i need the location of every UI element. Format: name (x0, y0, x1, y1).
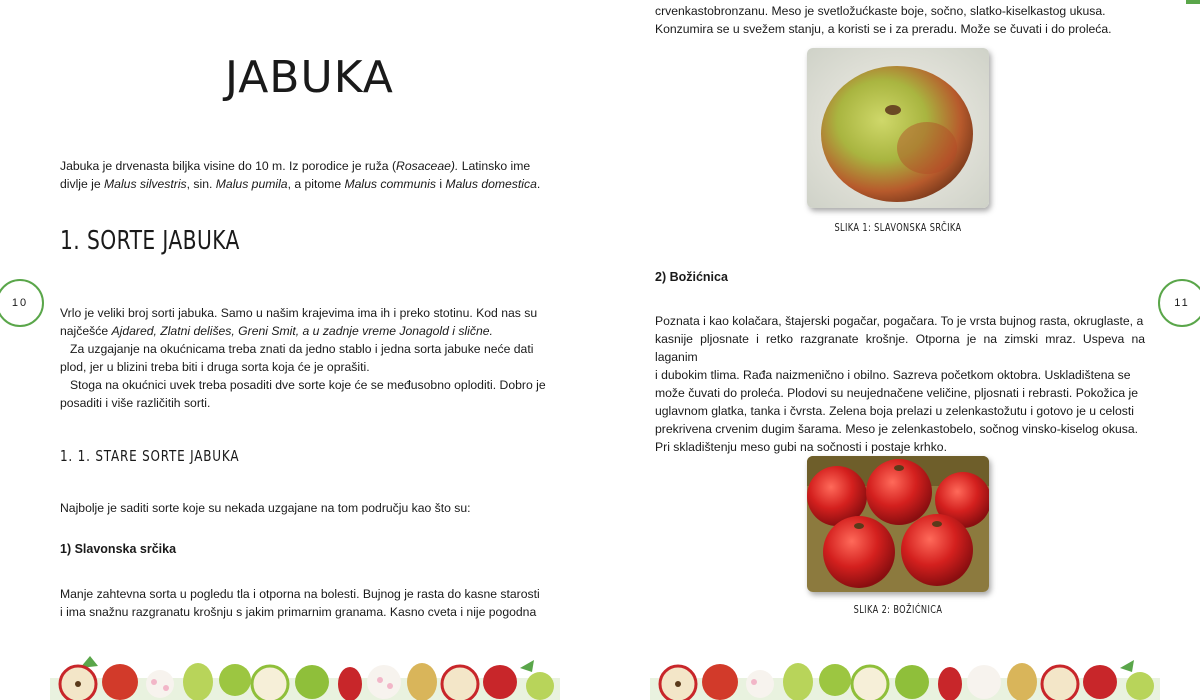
text-line: Pri skladištenju meso gubi na sočnosti i postaje krhko. (655, 440, 947, 454)
continued-paragraph (655, 2, 1145, 38)
text-line: kasnije pljosnate i retko razgranate krošnje. Otporna je na zimski mraz. Uspeva na laganim (655, 332, 1145, 364)
section1-paragraph (60, 304, 550, 412)
text-line: Poznata i kao kolačara, štajerski pogačar, pogačara. To je vrsta bujnog rasta, okruglaste, a (655, 314, 1144, 328)
text-line: crvenkastobronzanu. Meso je svetložućkaste boje, sočno, slatko-kiselkastog ukusa. (655, 4, 1106, 18)
page-number-badge (0, 279, 44, 327)
text-line: posaditi i više različitih sorti. (60, 396, 211, 410)
page-title: JABUKA (225, 52, 394, 103)
figure-caption: SLIKA 1: SLAVONSKA SRČIKA (834, 222, 962, 234)
intro-text: Latinsko ime (458, 159, 531, 173)
subsection-text: Najbolje je saditi sorte koje su nekada uzgajane na tom području kao što su: (60, 501, 471, 515)
section-heading: 1. SORTE JABUKA (60, 226, 240, 256)
figure-caption: SLIKA 2: BOŽIĆNICA (853, 604, 943, 616)
intro-text: divlje je (60, 177, 105, 191)
text-line: i dubokim tlima. Rađa naizmenično i obilno. Sazreva početkom oktobra. Uskladištena se (655, 368, 1131, 382)
intro-text: , a pitome (287, 177, 345, 191)
page-number-badge (1158, 279, 1200, 327)
text-line: Konzumira se u svežem stanju, a koristi se i za preradu. Može se čuvati i do proleća. (655, 22, 1112, 36)
intro-text: , sin. (186, 177, 216, 191)
latin-name: Malus communis (344, 177, 436, 191)
text-line: Stoga na okućnici uvek treba posaditi dve sorte koje će se međusobno oploditi. Dobro je (70, 378, 546, 392)
text-line: i ima snažnu razgranatu krošnju s jakim primarnim granama. Kasno cveta i nije pogodna (60, 605, 537, 619)
variety2-paragraph (655, 312, 1145, 456)
text-line: plod, jer u blizini treba biti i druga sorta koja će je oprašiti. (60, 360, 370, 374)
fruit-border-illustration (50, 638, 560, 700)
text-line: uglavnom glatka, tanka i čvrsta. Zelena boja prelazi u zelenkastožutu i gotovo je u celosti (655, 404, 1134, 418)
text-line: Manje zahtevna sorta u pogledu tla i otporna na bolesti. Bujnog je rasta do kasne starosti (60, 587, 540, 601)
intro-text: . (536, 177, 541, 191)
variety-heading: 1) Slavonska srčika (60, 542, 177, 556)
text-line: Vrlo je veliki broj sorti jabuka. Samo u našim krajevima ima ih i preko stotinu. Kod nas su (60, 306, 538, 320)
variety1-paragraph (60, 585, 550, 621)
latin-name: Malus silvestris (104, 177, 187, 191)
photo-bozicnica (807, 456, 989, 592)
text-line: može čuvati do proleća. Plodovi su neujednačene veličine, pljosnati i rebrasti. Pokožica je (655, 386, 1139, 400)
text-line: Za uzgajanje na okućnicama treba znati da jedno stablo i jedna sorta jabuke neće dati (70, 342, 534, 356)
variety-names: Ajdared, Zlatni delišes, Greni Smit, a u zadnje vreme Jonagold i slične. (111, 324, 493, 338)
text-line: prekrivena crvenim dugim šarama. Meso je zelenkastobelo, sočnog vinsko-kiselog okusa. (655, 422, 1138, 436)
photo-slavonska-srcika (807, 48, 989, 208)
latin-name: Malus pumila (215, 177, 288, 191)
subsection-heading: 1. 1. STARE SORTE JABUKA (60, 447, 240, 465)
intro-text: i (435, 177, 446, 191)
page-number: 10 (11, 297, 29, 309)
text-line: najčešće (60, 324, 112, 338)
intro-text: Jabuka je drvenasta biljka visine do 10 m. Iz porodice je ruža ( (60, 159, 397, 173)
family-latin: Rosaceae). (396, 159, 459, 173)
intro-paragraph (60, 157, 548, 193)
page-number: 11 (1174, 297, 1190, 309)
corner-mark (1186, 0, 1200, 4)
variety-heading: 2) Božićnica (655, 270, 728, 284)
fruit-border-illustration (650, 638, 1160, 700)
right-page (600, 0, 1200, 700)
latin-name: Malus domestica (445, 177, 537, 191)
